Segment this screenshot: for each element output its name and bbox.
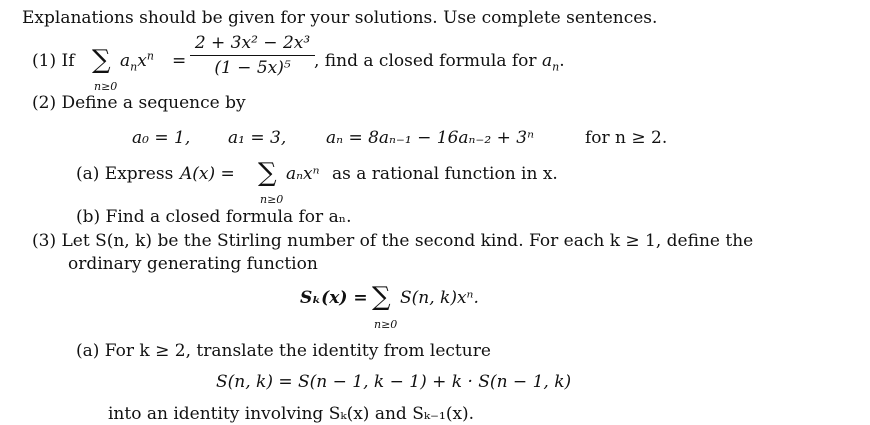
problem-2-condition: for n ≥ 2. (585, 128, 668, 148)
generating-function-sum-symbol: ∑ (372, 282, 391, 312)
problem-2a-sum-subscript: n≥0 (260, 193, 284, 206)
problem-2a-term: aₙxⁿ (286, 164, 320, 184)
problem-2-label: (2) Define a sequence by (32, 93, 246, 113)
generating-function-sum-subscript: n≥0 (374, 318, 398, 331)
problem-2a-label: (a) Express (76, 164, 174, 184)
stirling-identity: S(n, k) = S(n − 1, k − 1) + k · S(n − 1, k) (216, 372, 572, 392)
problem-1-sum-symbol: ∑ (92, 45, 111, 75)
fraction-bar (190, 55, 315, 56)
problem-1-series-term: $a_nx^n$ (120, 49, 154, 74)
problem-2b-text: (b) Find a closed formula for aₙ. (76, 207, 352, 227)
problem-1-label: (1) If (32, 51, 75, 71)
problem-3a-into-text: into an identity involving Sₖ(x) and Sₖ₋₁(x). (108, 404, 475, 424)
problem-1-fraction (190, 35, 315, 77)
problem-3-line-1: (3) Let S(n, k) be the Stirling number of the second kind. For each k ≥ 1, define the (32, 231, 754, 251)
problem-1-equals: = (172, 51, 187, 71)
fraction-denominator: (1 − 5x)⁵ (214, 58, 291, 78)
problem-2a-tail: as a rational function in x. (332, 164, 558, 184)
problem-2-recurrence: aₙ = 8aₙ₋₁ − 16aₙ₋₂ + 3ⁿ (326, 128, 534, 148)
problem-1-sum-subscript: n≥0 (94, 80, 118, 93)
problem-2a-sum-symbol: ∑ (258, 158, 277, 188)
problem-3-line-2: ordinary generating function (68, 254, 318, 274)
problem-2-initial-a0: a₀ = 1, (132, 128, 191, 148)
problem-2-initial-a1: a₁ = 3, (228, 128, 287, 148)
generating-function-term: S(n, k)xⁿ. (400, 288, 479, 308)
problem-2a-expression: A(x) = (180, 164, 235, 184)
instructions-text: Explanations should be given for your solutions. Use complete sentences. (22, 8, 658, 28)
fraction-numerator: 2 + 3x² − 2x³ (194, 33, 311, 53)
problem-3a-text: (a) For k ≥ 2, translate the identity from lecture (76, 341, 491, 361)
generating-function-lhs: Sₖ(x) = (300, 288, 368, 308)
problem-1-tail: , find a closed formula for $a_n$. (314, 51, 565, 74)
